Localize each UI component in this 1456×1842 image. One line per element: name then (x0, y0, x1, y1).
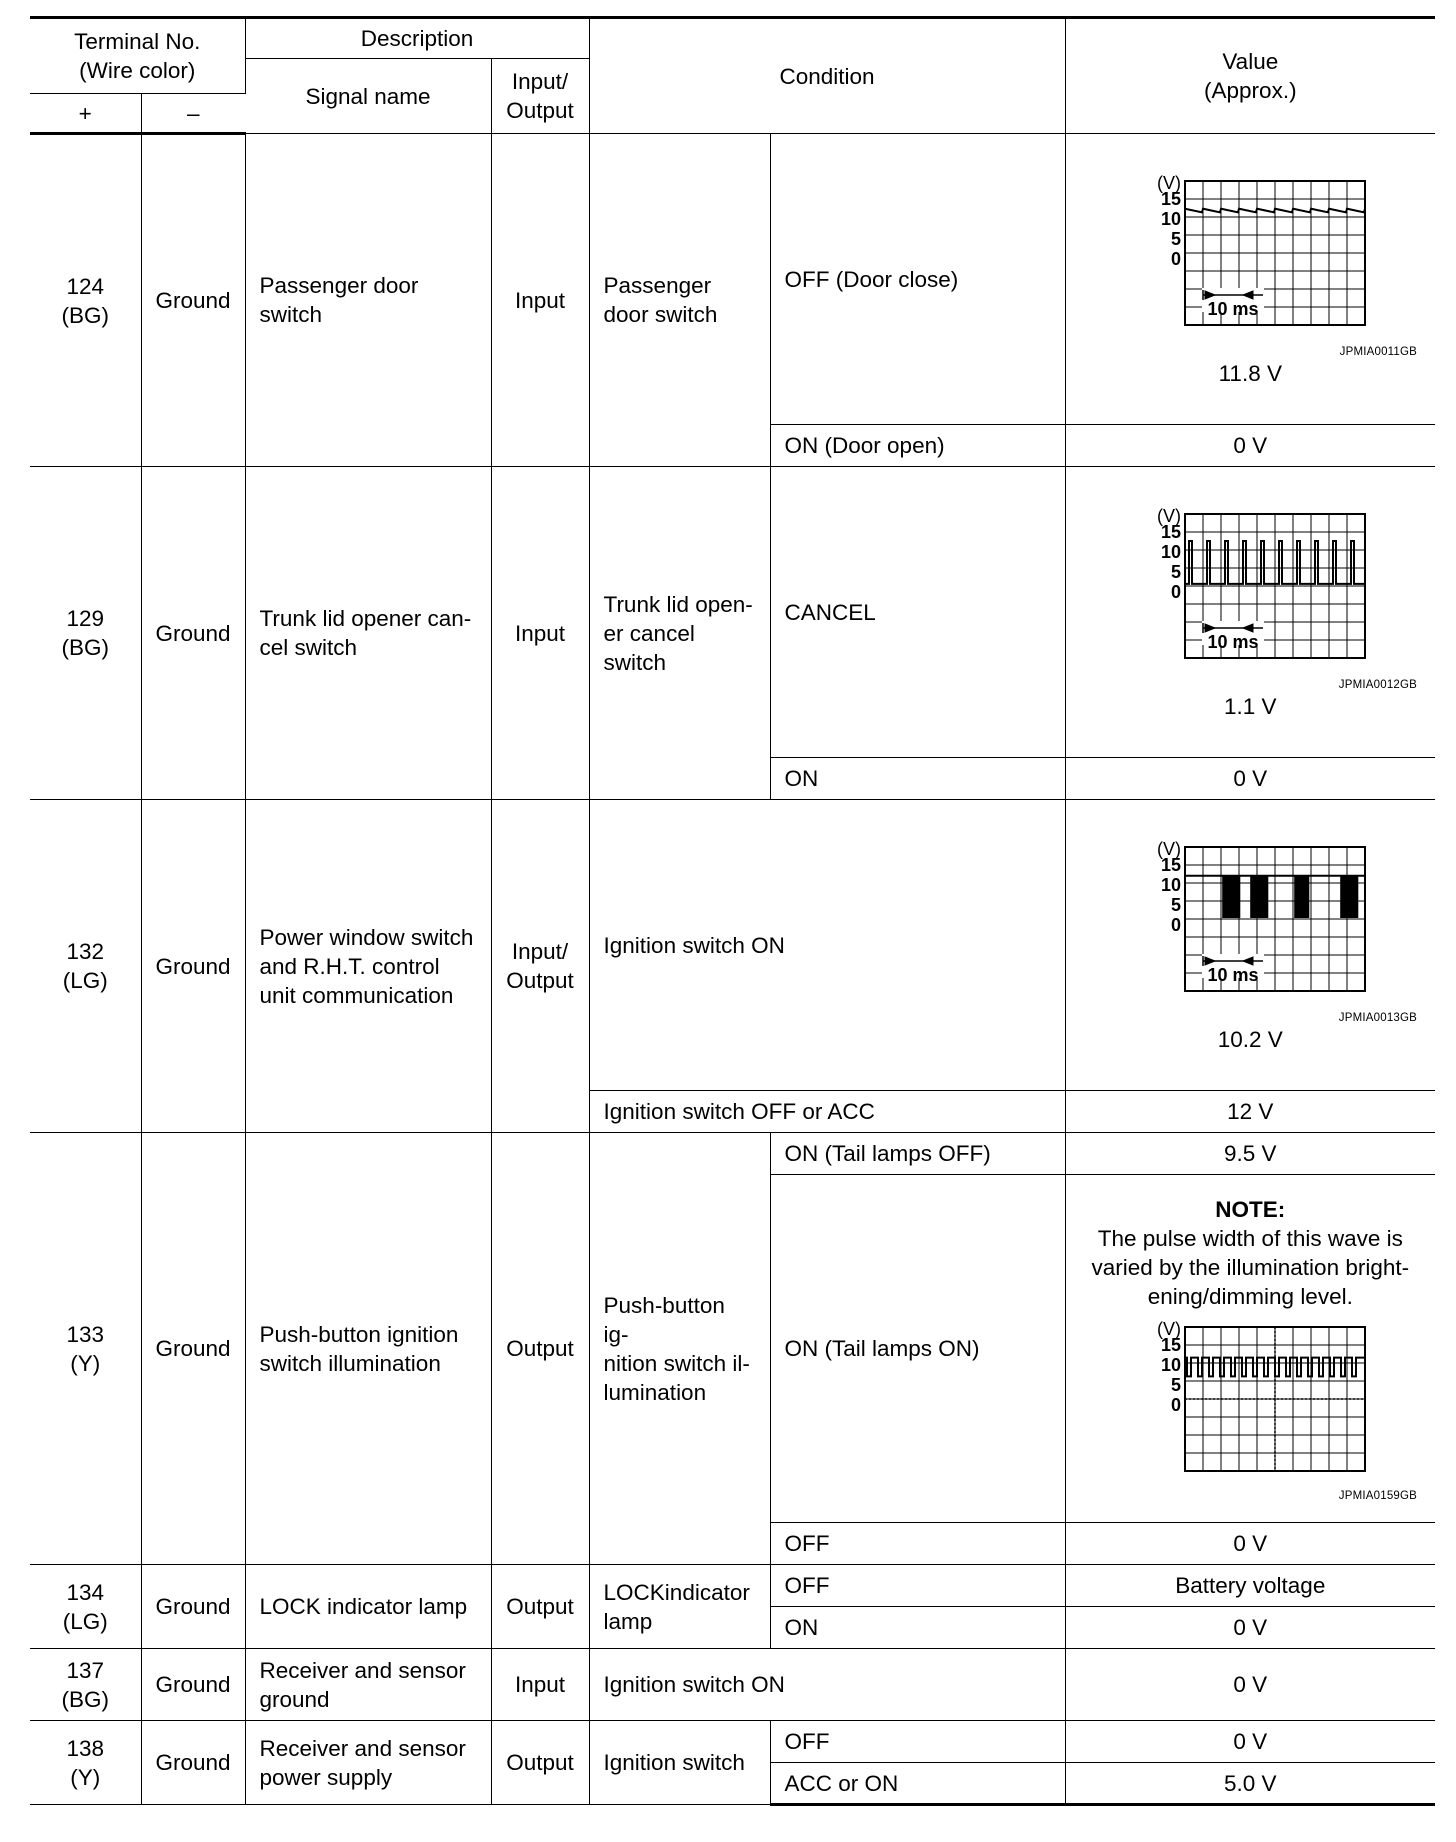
scope-unit-label: (V) (1157, 172, 1182, 193)
terminal-number: 134 (66, 1579, 105, 1605)
scope-tick-label: 15 (1161, 521, 1182, 542)
condition-group-line: LOCKindicator (603, 1579, 750, 1605)
scope-unit-label: (V) (1157, 505, 1182, 526)
condition-group-line: switch (603, 649, 667, 675)
scope-tick-label: 10 (1161, 541, 1182, 562)
condition-group-cell (589, 467, 770, 800)
signal-name-cell (245, 467, 491, 800)
note-line: The pulse width of this wave is (1097, 1225, 1403, 1251)
wire-color: (BG) (61, 635, 109, 660)
condition-group-cell (589, 1565, 770, 1649)
terminal-number: 129 (66, 606, 105, 631)
io-cell: Output (491, 1133, 589, 1565)
condition-state-cell: Ignition switch OFF or ACC (589, 1091, 1065, 1133)
signal-name-line: cel switch (259, 635, 358, 660)
terminal-cell (30, 467, 141, 800)
signal-name-cell: LOCK indicator lamp (245, 1565, 491, 1649)
scope-tick-label: 5 (1171, 1374, 1182, 1395)
condition-group-line: lumination (603, 1379, 707, 1405)
scope-tick-label: 10 (1161, 874, 1182, 895)
timebase-label: 10 ms (1207, 631, 1259, 652)
scope-tick-label: 15 (1161, 188, 1182, 209)
signal-name-line: unit communication (259, 982, 454, 1008)
figure-id: JPMIA0013GB (1338, 1011, 1418, 1024)
value-cell: 12 V (1065, 1091, 1435, 1133)
voltage-value: 1.1 V (1224, 693, 1277, 719)
figure-id: JPMIA0159GB (1338, 1489, 1418, 1502)
oscilloscope-figure (1066, 831, 1436, 1025)
value-cell (1065, 134, 1435, 425)
oscilloscope-figure (1066, 1311, 1436, 1503)
scope-tick-label: 5 (1171, 894, 1182, 915)
signal-name-cell (245, 1721, 491, 1805)
table-row (30, 134, 1435, 425)
oscilloscope-waveform-chart (1105, 831, 1395, 1011)
ground-cell: Ground (141, 1133, 245, 1565)
terminal-cell (30, 800, 141, 1133)
value-cell: 0 V (1065, 758, 1435, 800)
condition-header: Condition (589, 18, 1065, 134)
signal-name-line: Trunk lid opener can- (259, 606, 472, 631)
condition-state-cell: Ignition switch ON (589, 800, 1065, 1091)
scope-unit-label: (V) (1157, 838, 1182, 859)
note-line: ening/dimming level. (1147, 1283, 1353, 1309)
waveform-burst (1251, 875, 1268, 916)
scope-tick-label: 5 (1171, 228, 1182, 249)
condition-group-cell (589, 134, 770, 467)
note-line: varied by the illumination bright- (1091, 1254, 1410, 1280)
signal-name-cell (245, 800, 491, 1133)
condition-state-cell: ON (Door open) (770, 425, 1065, 467)
value-cell: 0 V (1065, 1523, 1435, 1565)
io-cell: Output (491, 1721, 589, 1805)
condition-state-cell: ON (Tail lamps OFF) (770, 1133, 1065, 1175)
scope-tick-label: 0 (1171, 1394, 1182, 1415)
condition-state-cell: ON (Tail lamps ON) (770, 1175, 1065, 1523)
signal-name-cell (245, 134, 491, 467)
value-cell: 5.0 V (1065, 1763, 1435, 1805)
figure-id: JPMIA0012GB (1338, 678, 1418, 691)
scope-unit-label: (V) (1157, 1318, 1182, 1339)
plus-header: + (30, 94, 141, 134)
signal-name-line: switch (259, 302, 323, 327)
scope-waveform (1185, 208, 1365, 212)
terminal-cell (30, 134, 141, 467)
terminal-cell (30, 1721, 141, 1805)
scope-tick-label: 0 (1171, 581, 1182, 602)
ground-cell: Ground (141, 134, 245, 467)
io-cell: Input (491, 1649, 589, 1721)
condition-group-line: lamp (603, 1608, 653, 1634)
wire-color: (Y) (70, 1350, 101, 1376)
condition-state-cell: OFF (770, 1721, 1065, 1763)
waveform-burst (1341, 875, 1358, 916)
scope-tick-label: 0 (1171, 248, 1182, 269)
table-row (30, 1565, 1435, 1607)
wire-color: (BG) (61, 302, 109, 328)
note-title: NOTE: (1215, 1196, 1286, 1222)
scope-tick-label: 10 (1161, 1354, 1182, 1375)
condition-group-line: Passenger (603, 273, 712, 298)
oscilloscope-figure (1066, 165, 1436, 359)
condition-state-cell: OFF (770, 1523, 1065, 1565)
terminal-cell (30, 1133, 141, 1565)
terminal-number: 132 (66, 939, 105, 964)
condition-state-cell: ON (770, 758, 1065, 800)
scope-tick-label: 0 (1171, 914, 1182, 935)
ground-cell: Ground (141, 1565, 245, 1649)
signal-name-header: Signal name (245, 59, 491, 134)
approx-label: (Approx.) (1204, 78, 1297, 103)
oscilloscope-waveform-chart (1105, 1311, 1395, 1489)
terminal-cell (30, 1565, 141, 1649)
io-cell (491, 800, 589, 1133)
value-cell (1065, 800, 1435, 1091)
condition-state-cell: ON (770, 1607, 1065, 1649)
wire-color-label: (Wire color) (79, 58, 196, 83)
io-cell: Input (491, 467, 589, 800)
io-line: Input/ (511, 939, 569, 964)
condition-group-line: nition switch il- (603, 1350, 750, 1376)
condition-state-cell: ACC or ON (770, 1763, 1065, 1805)
wire-color: (BG) (61, 1686, 109, 1712)
value-cell (1065, 467, 1435, 758)
timebase-marker (1202, 288, 1264, 319)
signal-name-cell (245, 1133, 491, 1565)
terminal-no-header (30, 18, 245, 94)
terminal-cell (30, 1649, 141, 1721)
oscilloscope-waveform-chart (1105, 498, 1395, 678)
signal-name-line: switch illumination (259, 1350, 441, 1376)
waveform-burst (1223, 875, 1240, 916)
wire-color: (LG) (62, 1608, 108, 1634)
scope-tick-label: 15 (1161, 1334, 1182, 1355)
condition-state-cell: CANCEL (770, 467, 1065, 758)
value-cell: 0 V (1065, 1721, 1435, 1763)
condition-group-cell (589, 1133, 770, 1565)
terminal-number: 137 (66, 1657, 105, 1683)
table-row (30, 467, 1435, 758)
io-cell: Input (491, 134, 589, 467)
voltage-value: 11.8 V (1218, 360, 1282, 386)
condition-group-line: door switch (603, 302, 718, 327)
terminal-number: 124 (66, 273, 105, 299)
table-row (30, 1649, 1435, 1721)
minus-header: – (141, 94, 245, 134)
io-cell: Output (491, 1565, 589, 1649)
terminal-number: 138 (66, 1735, 105, 1761)
signal-name-line: Receiver and sensor (259, 1657, 466, 1683)
condition-state-cell: Ignition switch ON (589, 1649, 1065, 1721)
signal-name-cell (245, 1649, 491, 1721)
terminal-number: 133 (66, 1321, 105, 1347)
input-output-label-2: Output (506, 98, 574, 123)
value-cell: Battery voltage (1065, 1565, 1435, 1607)
condition-state-cell: OFF (Door close) (770, 134, 1065, 425)
condition-group-line: Push-button ig- (603, 1292, 725, 1347)
condition-group-line: er cancel (603, 620, 695, 646)
ground-cell: Ground (141, 800, 245, 1133)
waveform-trace (1185, 208, 1365, 212)
timebase-marker (1202, 621, 1264, 652)
oscilloscope-waveform-chart (1105, 165, 1395, 345)
ground-cell: Ground (141, 467, 245, 800)
condition-group-line: Trunk lid open- (603, 591, 753, 617)
value-header (1065, 18, 1435, 134)
input-output-header (491, 59, 589, 134)
signal-name-line: ground (259, 1686, 330, 1712)
value-cell (1065, 1175, 1435, 1523)
terminal-spec-table (30, 16, 1435, 1806)
input-output-label-1: Input/ (511, 69, 569, 94)
signal-name-line: Passenger door (259, 273, 419, 298)
ground-cell: Ground (141, 1649, 245, 1721)
signal-name-line: Push-button ignition (259, 1321, 459, 1347)
signal-name-line: Receiver and sensor (259, 1735, 466, 1761)
value-cell: 9.5 V (1065, 1133, 1435, 1175)
wire-color: (Y) (70, 1764, 101, 1790)
value-label: Value (1222, 49, 1279, 74)
value-cell: 0 V (1065, 425, 1435, 467)
table-row (30, 800, 1435, 1091)
table-row (30, 1721, 1435, 1763)
voltage-value: 10.2 V (1217, 1026, 1283, 1052)
value-cell: 0 V (1065, 1649, 1435, 1721)
signal-name-line: power supply (259, 1764, 393, 1790)
value-cell: 0 V (1065, 1607, 1435, 1649)
scope-tick-label: 15 (1161, 854, 1182, 875)
oscilloscope-figure (1066, 498, 1436, 692)
description-header: Description (245, 18, 589, 59)
wire-color: (LG) (62, 968, 108, 993)
terminal-no-label: Terminal No. (74, 29, 201, 54)
signal-name-line: and R.H.T. control (259, 953, 440, 979)
table-row (30, 1133, 1435, 1175)
scope-tick-label: 10 (1161, 208, 1182, 229)
condition-group-cell: Ignition switch (589, 1721, 770, 1805)
signal-name-line: Power window switch (259, 924, 474, 950)
io-line: Output (506, 968, 574, 993)
timebase-label: 10 ms (1207, 298, 1259, 319)
scope-tick-label: 5 (1171, 561, 1182, 582)
ground-cell: Ground (141, 1721, 245, 1805)
waveform-burst (1295, 875, 1309, 916)
figure-id: JPMIA0011GB (1339, 345, 1418, 358)
condition-state-cell: OFF (770, 1565, 1065, 1607)
timebase-marker (1202, 954, 1264, 985)
timebase-label: 10 ms (1207, 964, 1259, 985)
